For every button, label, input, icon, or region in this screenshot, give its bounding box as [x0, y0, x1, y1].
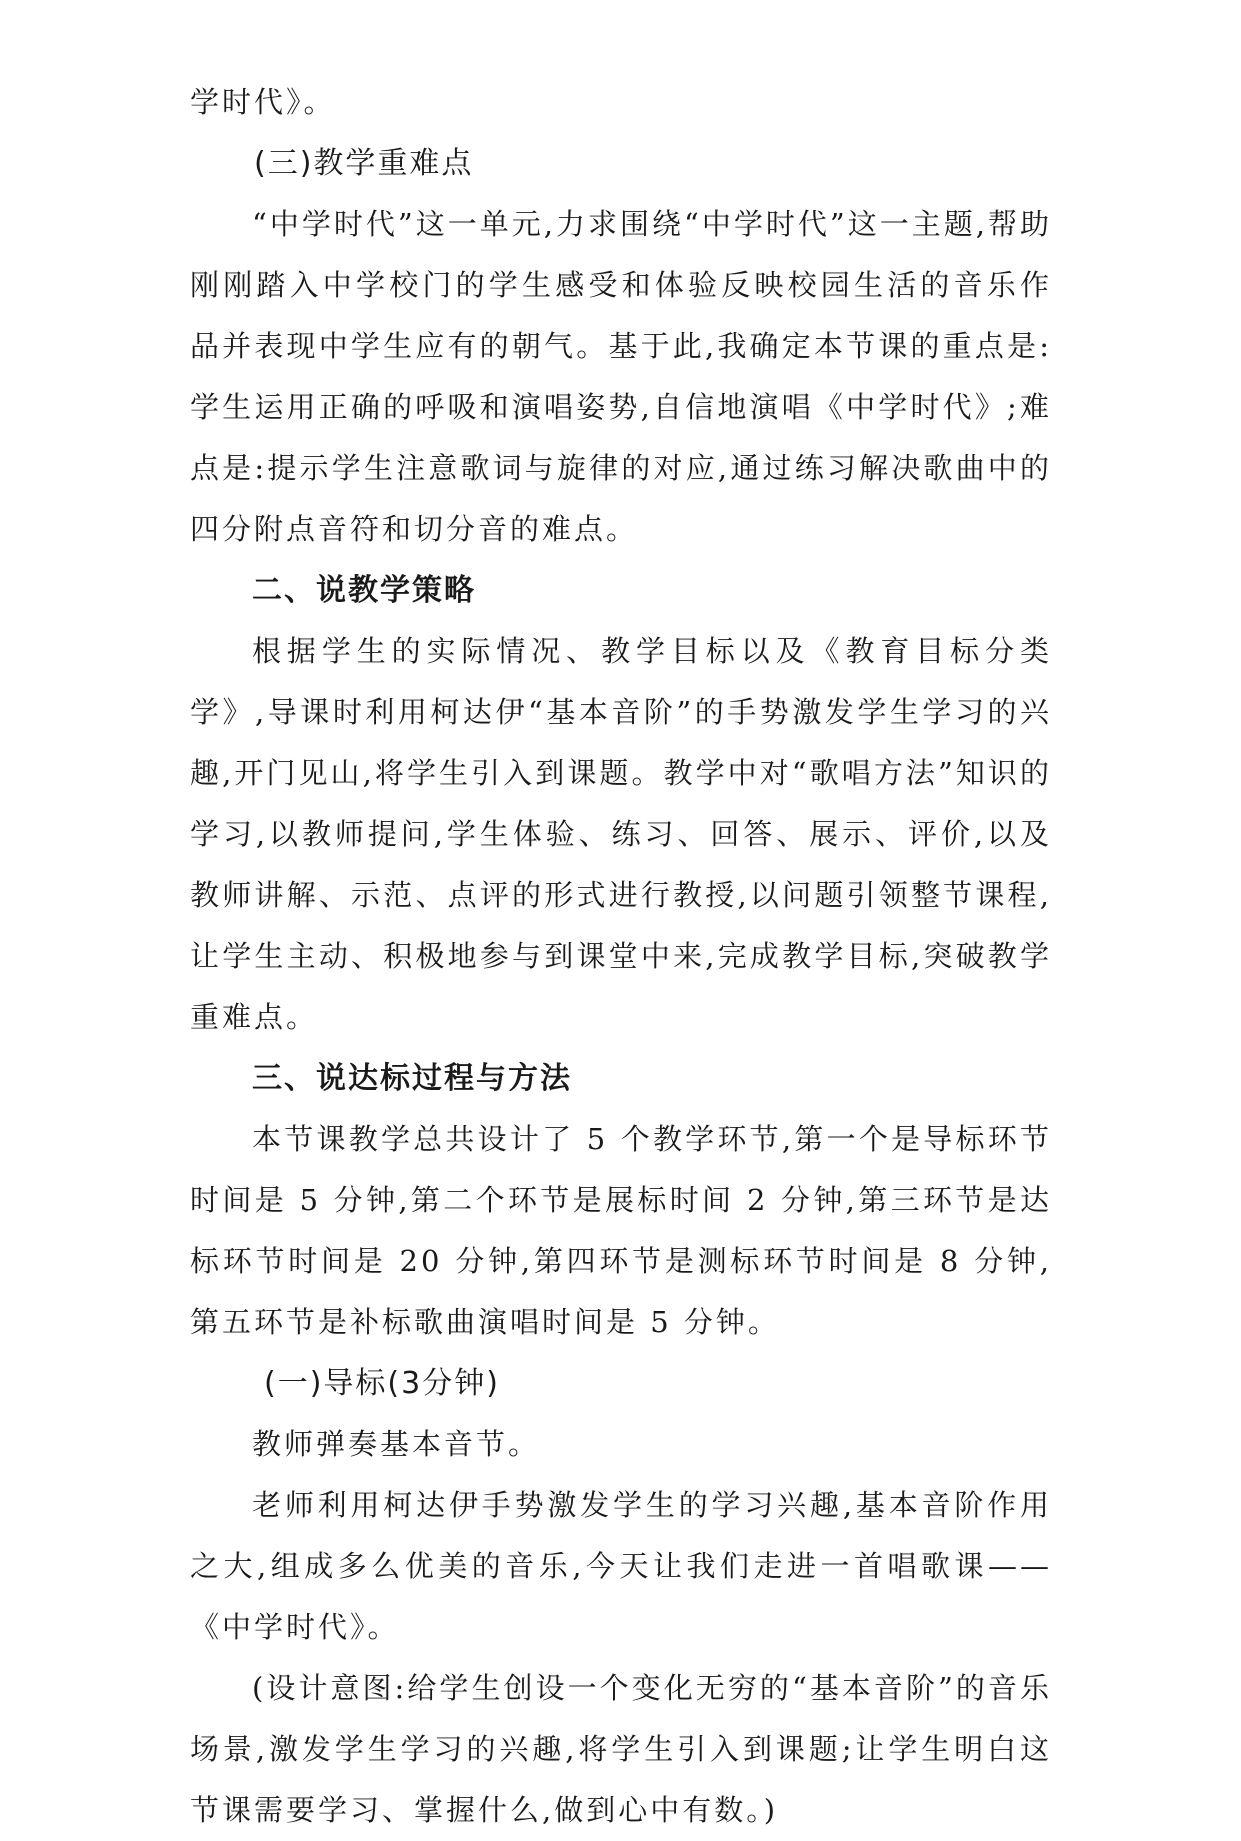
paragraph-lesson-structure: 本节课教学总共设计了 5 个教学环节,第一个是导标环节时间是 5 分钟,第二个环节是展标时间 2 分钟,第三环节是达标环节时间是 20 分钟,第四环节是测标环节时间是 8 分钟,第五环节是补标歌曲演唱时间是 5 分钟。 [190, 1122, 1052, 1339]
section-heading-process-methods: 三、说达标过程与方法 [252, 1061, 572, 1096]
paragraph-design-intent: (设计意图:给学生创设一个变化无穷的“基本音阶”的音乐场景,激发学生学习的兴趣,将学生引入到课题;让学生明白这节课需要学习、掌握什么,做到心中有数。) [190, 1671, 1052, 1827]
section-subheading-guide-target: (一)导标(3分钟) [264, 1366, 500, 1401]
section-heading-teaching-strategy: 二、说教学策略 [252, 573, 476, 608]
paragraph-continued: 学时代》。 [190, 85, 336, 119]
paragraph-introduction: 老师利用柯达伊手势激发学生的学习兴趣,基本音阶作用之大,组成多么优美的音乐,今天让我们走进一首唱歌课——《中学时代》。 [190, 1488, 1052, 1644]
paragraph-teacher-plays: 教师弹奏基本音节。 [252, 1427, 541, 1461]
paragraph-teaching-strategy: 根据学生的实际情况、教学目标以及《教育目标分类学》,导课时利用柯达伊“基本音阶”的手势激发学生学习的兴趣,开门见山,将学生引入到课题。教学中对“歌唱方法”知识的学习,以教师提问,学生体验、练习、回答、展示、评价,以及教师讲解、示范、点评的形式进行教授,以问题引领整节课程,让学生主动、积极地参与到课堂中来,完成教学目标,突破教学重难点。 [190, 634, 1052, 1034]
section-subheading-teaching-difficulties: (三)教学重难点 [254, 146, 474, 181]
paragraph-key-points: “中学时代”这一单元,力求围绕“中学时代”这一主题,帮助刚刚踏入中学校门的学生感受和体验反映校园生活的音乐作品并表现中学生应有的朝气。基于此,我确定本节课的重点是:学生运用正确的呼吸和演唱姿势,自信地演唱《中学时代》;难点是:提示学生注意歌词与旋律的对应,通过练习解决歌曲中的四分附点音符和切分音的难点。 [190, 207, 1052, 546]
page-body [190, 72, 1052, 1841]
